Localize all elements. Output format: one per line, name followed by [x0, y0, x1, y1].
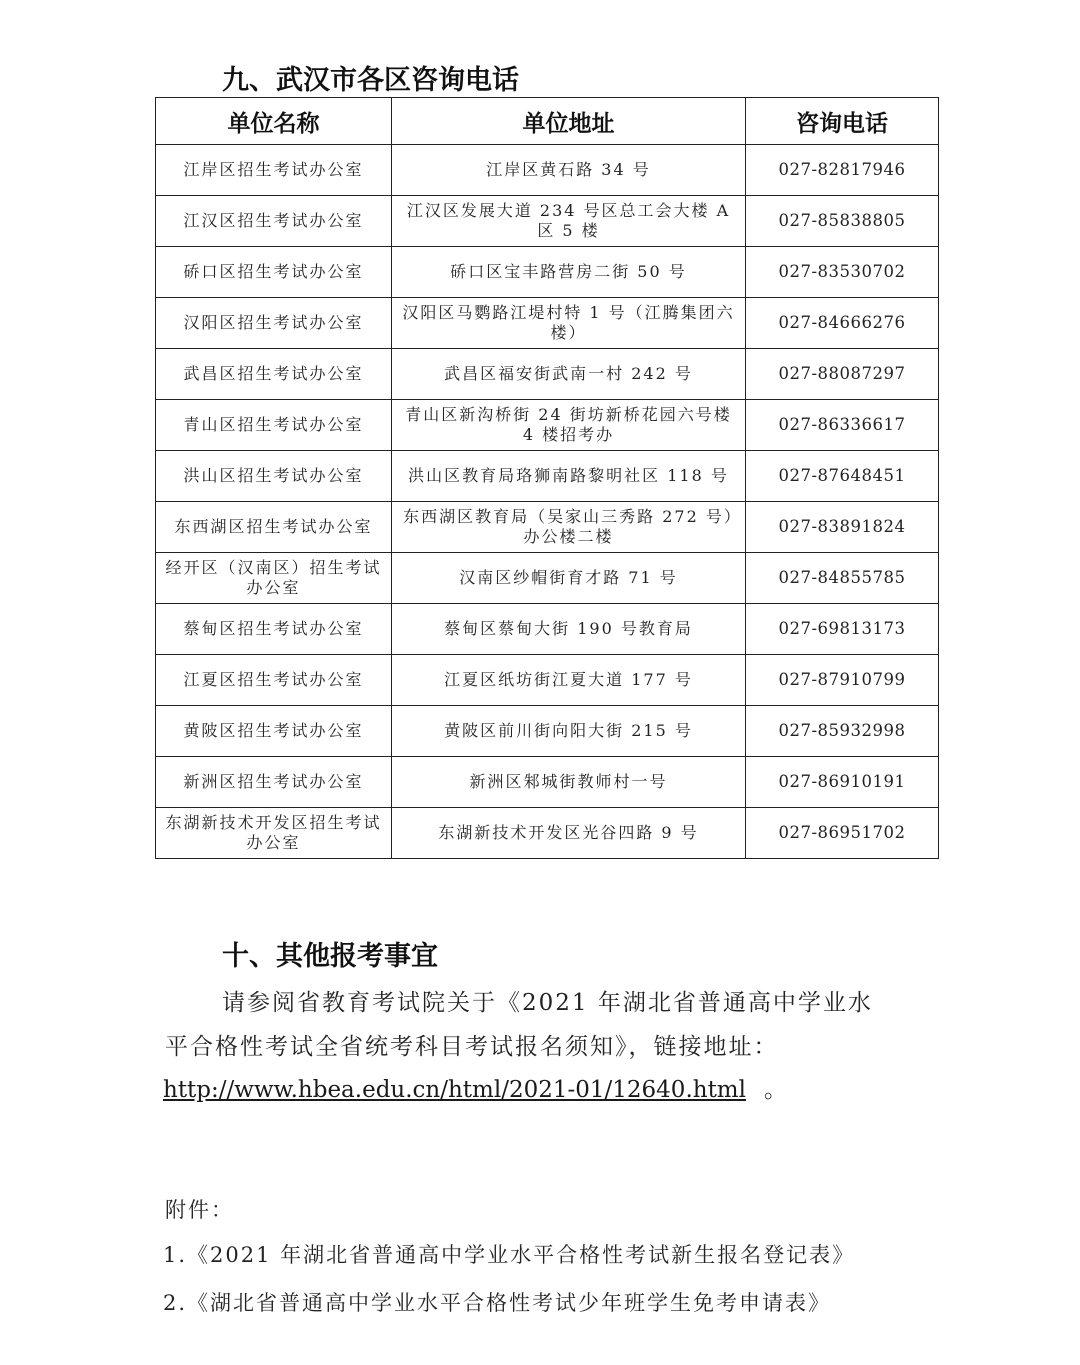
- cell-unit-address: 东湖新技术开发区光谷四路 9 号: [392, 808, 746, 859]
- consultation-phone-table: [155, 97, 939, 859]
- cell-unit-address: 蔡甸区蔡甸大街 190 号教育局: [392, 604, 746, 655]
- cell-unit-address: 洪山区教育局珞狮南路黎明社区 118 号: [392, 451, 746, 502]
- paragraph-line: 平合格性考试全省统考科目考试报名须知》，链接地址：: [165, 1034, 779, 1060]
- table-row: [156, 451, 939, 502]
- header-unit-name: 单位名称: [156, 98, 392, 145]
- cell-unit-name: 洪山区招生考试办公室: [156, 451, 392, 502]
- cell-phone: 027-85838805: [746, 196, 939, 247]
- cell-unit-address: 武昌区福安街武南一村 242 号: [392, 349, 746, 400]
- cell-unit-name: 东湖新技术开发区招生考试办公室: [156, 808, 392, 859]
- table-row: [156, 808, 939, 859]
- table-row: [156, 757, 939, 808]
- link-line: [163, 1071, 789, 1104]
- cell-phone: 027-84855785: [746, 553, 939, 604]
- cell-phone: 027-84666276: [746, 298, 939, 349]
- header-phone: 咨询电话: [746, 98, 939, 145]
- table-row: [156, 604, 939, 655]
- cell-unit-name: 武昌区招生考试办公室: [156, 349, 392, 400]
- cell-unit-address: 新洲区邾城街教师村一号: [392, 757, 746, 808]
- table-row: [156, 247, 939, 298]
- cell-unit-name: 汉阳区招生考试办公室: [156, 298, 392, 349]
- cell-phone: 027-83891824: [746, 502, 939, 553]
- cell-phone: 027-86951702: [746, 808, 939, 859]
- cell-unit-name: 东西湖区招生考试办公室: [156, 502, 392, 553]
- table-row: [156, 298, 939, 349]
- table-row: [156, 349, 939, 400]
- cell-unit-name: 经开区（汉南区）招生考试办公室: [156, 553, 392, 604]
- cell-unit-name: 蔡甸区招生考试办公室: [156, 604, 392, 655]
- table-row: [156, 400, 939, 451]
- section-9-title: 九、武汉市各区咨询电话: [222, 65, 519, 96]
- cell-unit-name: 黄陂区招生考试办公室: [156, 706, 392, 757]
- cell-unit-address: 黄陂区前川街向阳大街 215 号: [392, 706, 746, 757]
- attachment-item: 2.《湖北省普通高中学业水平合格性考试少年班学生免考申请表》: [163, 1291, 832, 1315]
- cell-phone: 027-69813173: [746, 604, 939, 655]
- cell-unit-address: 东西湖区教育局（吴家山三秀路 272 号）办公楼二楼: [392, 502, 746, 553]
- cell-unit-address: 汉南区纱帽街育才路 71 号: [392, 553, 746, 604]
- cell-phone: 027-87910799: [746, 655, 939, 706]
- period: 。: [763, 1077, 789, 1103]
- cell-phone: 027-88087297: [746, 349, 939, 400]
- header-unit-address: 单位地址: [392, 98, 746, 145]
- cell-unit-name: 青山区招生考试办公室: [156, 400, 392, 451]
- cell-phone: 027-87648451: [746, 451, 939, 502]
- cell-unit-address: 江夏区纸坊街江夏大道 177 号: [392, 655, 746, 706]
- table-row: [156, 145, 939, 196]
- table-header-row: [156, 98, 939, 145]
- table-row: [156, 655, 939, 706]
- cell-unit-name: 江岸区招生考试办公室: [156, 145, 392, 196]
- cell-unit-address: 江汉区发展大道 234 号区总工会大楼 A 区 5 楼: [392, 196, 746, 247]
- table-row: [156, 706, 939, 757]
- cell-phone: 027-82817946: [746, 145, 939, 196]
- registration-notice-link[interactable]: http://www.hbea.edu.cn/html/2021-01/12640.html: [163, 1077, 746, 1103]
- cell-unit-name: 硚口区招生考试办公室: [156, 247, 392, 298]
- cell-unit-address: 青山区新沟桥街 24 街坊新桥花园六号楼 4 楼招考办: [392, 400, 746, 451]
- cell-phone: 027-86910191: [746, 757, 939, 808]
- table-row: [156, 502, 939, 553]
- cell-unit-address: 硚口区宝丰路营房二街 50 号: [392, 247, 746, 298]
- section-10-title: 十、其他报考事宜: [222, 941, 438, 972]
- cell-unit-address: 汉阳区马鹦路江堤村特 1 号（江腾集团六楼）: [392, 298, 746, 349]
- cell-phone: 027-86336617: [746, 400, 939, 451]
- cell-unit-name: 江汉区招生考试办公室: [156, 196, 392, 247]
- table-row: [156, 553, 939, 604]
- cell-unit-address: 江岸区黄石路 34 号: [392, 145, 746, 196]
- paragraph-line: 请参阅省教育考试院关于《2021 年湖北省普通高中学业水: [222, 990, 873, 1016]
- cell-phone: 027-83530702: [746, 247, 939, 298]
- attachments-heading: 附件：: [165, 1198, 234, 1222]
- cell-unit-name: 新洲区招生考试办公室: [156, 757, 392, 808]
- table-row: [156, 196, 939, 247]
- attachment-item: 1.《2021 年湖北省普通高中学业水平合格性考试新生报名登记表》: [163, 1243, 856, 1267]
- cell-unit-name: 江夏区招生考试办公室: [156, 655, 392, 706]
- cell-phone: 027-85932998: [746, 706, 939, 757]
